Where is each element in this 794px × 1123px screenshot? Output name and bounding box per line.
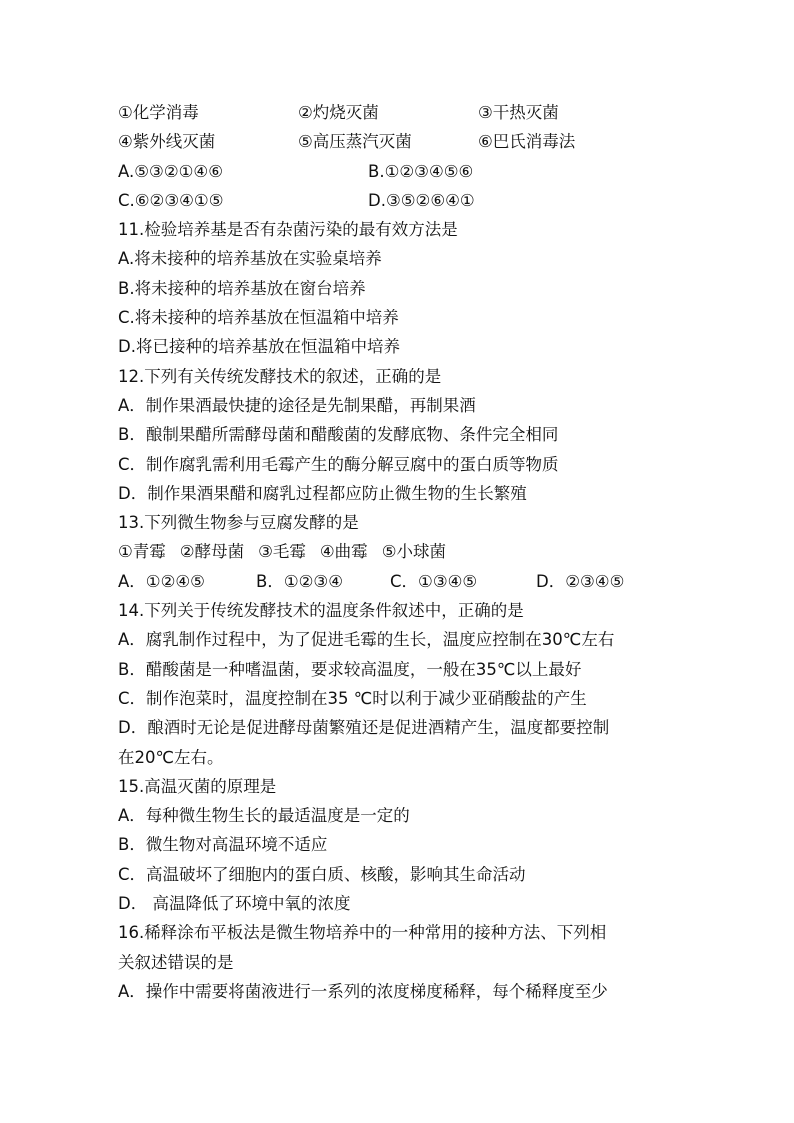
q13-item: ①青霉 [118,542,166,562]
q12-option-c: C．制作腐乳需利用毛霉产生的酶分解豆腐中的蛋白质等物质 [118,454,559,474]
q10-option: A.⑤③②①④⑥ [118,161,223,181]
q15-option-b: B．微生物对高温环境不适应 [118,835,328,855]
q10-item: ②灼烧灭菌 [298,103,379,122]
q10-item: ①化学消毒 [118,103,199,122]
q10-option: D.③⑤②⑥④① [368,190,475,210]
q13-options [118,567,688,596]
q10-option: B.①②③④⑤⑥ [368,161,474,181]
q11-option-b: B.将未接种的培养基放在窗台培养 [118,278,366,298]
q10-items-row2 [118,127,688,156]
q13-option: B．①②③④ [256,571,343,591]
q10-options-row1 [118,157,688,186]
q13-option: D．②③④⑤ [536,571,625,591]
q10-item: ④紫外线灭菌 [118,132,216,152]
q13-option: A．①②④⑤ [118,571,205,591]
q10-item: ⑤高压蒸汽灭菌 [298,132,412,152]
q12-option-a: A．制作果酒最快捷的途径是先制果醋，再制果酒 [118,395,476,415]
q12-stem: 12.下列有关传统发酵技术的叙述，正确的是 [118,366,442,386]
q16-stem-line1: 16.稀释涂布平板法是微生物培养中的一种常用的接种方法、下列相 [118,923,607,943]
q14-option-a: A．腐乳制作过程中，为了促进毛霉的生长，温度应控制在30℃左右 [118,630,615,650]
q15-option-c: C．高温破坏了细胞内的蛋白质、核酸，影响其生命活动 [118,864,526,884]
q11-stem: 11.检验培养基是否有杂菌污染的最有效方法是 [118,220,458,240]
q10-options-row2 [118,186,688,215]
q10-item: ⑥巴氏消毒法 [478,132,576,152]
q12-option-b: B．酿制果醋所需酵母菌和醋酸菌的发酵底物、条件完全相同 [118,425,559,445]
q13-item: ③毛霉 [258,542,306,562]
q16-stem-line2: 关叙述错误的是 [118,952,234,972]
q11-option-d: D.将已接种的培养基放在恒温箱中培养 [118,337,400,357]
q11-option-c: C.将未接种的培养基放在恒温箱中培养 [118,308,399,328]
q13-option: C．①③④⑤ [390,571,478,591]
q12-option-d: D．制作果酒果醋和腐乳过程都应防止微生物的生长繁殖 [118,483,527,503]
q15-option-d: D． 高温降低了环境中氧的浓度 [118,894,351,914]
q14-option-b: B．醋酸菌是一种嗜温菌，要求较高温度，一般在35℃以上最好 [118,659,582,679]
q10-items-row1 [118,98,688,127]
q13-stem: 13.下列微生物参与豆腐发酵的是 [118,513,359,533]
q15-stem: 15.高温灭菌的原理是 [118,776,277,796]
q13-items [118,537,688,566]
q14-option-c: C．制作泡菜时，温度控制在35 ℃时以利于减少亚硝酸盐的产生 [118,688,587,708]
q10-option: C.⑥②③④①⑤ [118,190,224,210]
q13-item: ②酵母菌 [179,542,245,562]
q11-option-a: A.将未接种的培养基放在实验桌培养 [118,249,382,269]
q14-stem: 14.下列关于传统发酵技术的温度条件叙述中，正确的是 [118,601,524,621]
q16-option-a: A．操作中需要将菌液进行一系列的浓度梯度稀释，每个稀释度至少 [118,981,608,1001]
q14-option-d-continuation: 在20℃左右。 [118,747,224,767]
q13-item: ④曲霉 [319,542,368,562]
q14-option-d: D．酿酒时无论是促进酵母菌繁殖还是促进酒精产生，温度都要控制 [118,718,610,738]
q15-option-a: A．每种微生物生长的最适温度是一定的 [118,806,410,826]
q13-item: ⑤小球菌 [381,542,446,562]
q10-item: ③干热灭菌 [478,103,559,122]
document-page [118,98,688,1006]
